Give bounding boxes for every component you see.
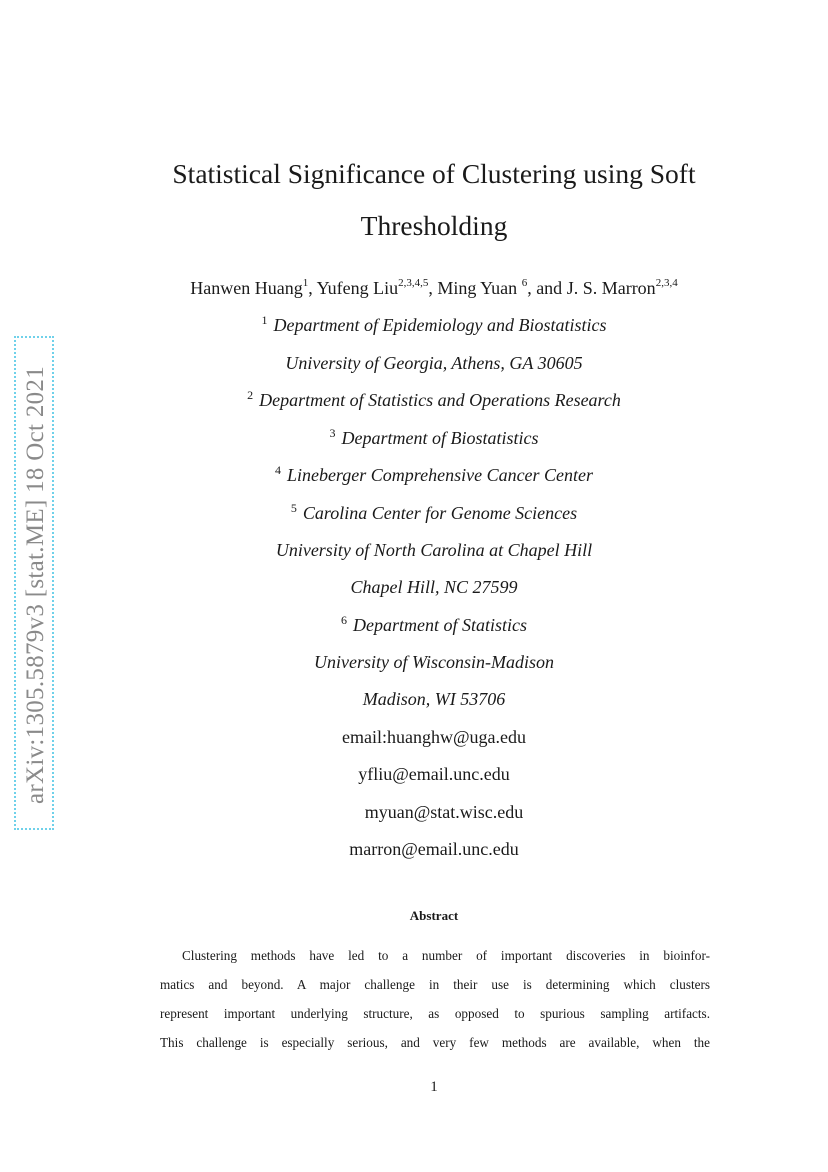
email-line: yfliu@email.unc.edu [358, 764, 510, 784]
affiliation-text: Chapel Hill, NC 27599 [350, 577, 518, 597]
title-line-2: Thresholding [360, 210, 508, 241]
affiliation-number: 6 [341, 613, 347, 627]
author-list [80, 273, 788, 303]
author-separator: , and [527, 278, 567, 298]
affiliation-text: University of Wisconsin-Madison [314, 652, 554, 672]
affiliation-text: Madison, WI 53706 [362, 689, 506, 709]
affiliation-line [0, 612, 828, 638]
abstract-body [160, 941, 710, 1057]
author-affil-sup: 2,3,4,5 [398, 277, 429, 289]
affiliation-line [0, 649, 828, 675]
affiliation-text: University of Georgia, Athens, GA 30605 [285, 353, 583, 373]
affiliation-line [0, 686, 828, 712]
author-affil-sup: 2,3,4 [655, 277, 678, 289]
affiliation-line [0, 500, 828, 526]
paper-title [120, 148, 748, 252]
author-name: Hanwen Huang [190, 278, 303, 298]
abstract-line: Clustering methods have led to a number of important discoveries in bioinfor- [182, 948, 710, 963]
affiliation-text: Department of Biostatistics [341, 428, 539, 448]
affiliation-number: 1 [261, 313, 268, 327]
affiliation-line [0, 350, 828, 376]
abstract-line: This challenge is especially serious, and very few methods are available, when the [160, 1035, 710, 1050]
affiliation-line [0, 537, 828, 563]
affiliation-number: 2 [247, 388, 254, 402]
affiliation-line [0, 425, 828, 451]
author-separator: , [308, 278, 317, 298]
affiliation-line [0, 312, 828, 338]
email-line: marron@email.unc.edu [349, 839, 519, 859]
affiliation-text: Carolina Center for Genome Sciences [302, 503, 578, 523]
author-name: Ming Yuan [437, 278, 522, 298]
affiliation-number: 4 [274, 463, 281, 477]
affiliation-text: Department of Epidemiology and Biostatistics [273, 315, 607, 335]
abstract-heading: Abstract [409, 908, 459, 923]
affiliation-number: 5 [290, 501, 297, 515]
arxiv-stamp: arXiv:1305.5879v3 [stat.ME] 18 Oct 2021 [22, 365, 49, 805]
title-line-1: Statistical Significance of Clustering using Soft [172, 158, 696, 189]
affiliation-number: 3 [329, 426, 336, 440]
email-line: myuan@stat.wisc.edu [364, 802, 524, 822]
affiliation-text: Department of Statistics [353, 615, 527, 635]
author-separator: , [428, 278, 438, 298]
affiliation-line [0, 574, 828, 600]
author-name: J. S. Marron [566, 278, 656, 298]
abstract-line: matics and beyond. A major challenge in their use is determining which clusters [160, 977, 710, 992]
email-line: email:huanghw@uga.edu [341, 727, 527, 747]
affiliation-text: Department of Statistics and Operations Research [259, 390, 621, 410]
affiliation-line [0, 462, 828, 488]
page-number: 1 [430, 1079, 438, 1095]
affiliation-text: University of North Carolina at Chapel Hill [275, 540, 593, 560]
abstract-line: represent important underlying structure, as opposed to spurious sampling artifacts. [160, 1006, 710, 1021]
author-name: Yufeng Liu [316, 278, 399, 298]
affiliation-text: Lineberger Comprehensive Cancer Center [286, 465, 594, 485]
author-affil-sup: 6 [521, 277, 528, 289]
affiliation-line [0, 387, 828, 413]
author-affil-sup: 1 [302, 277, 309, 289]
